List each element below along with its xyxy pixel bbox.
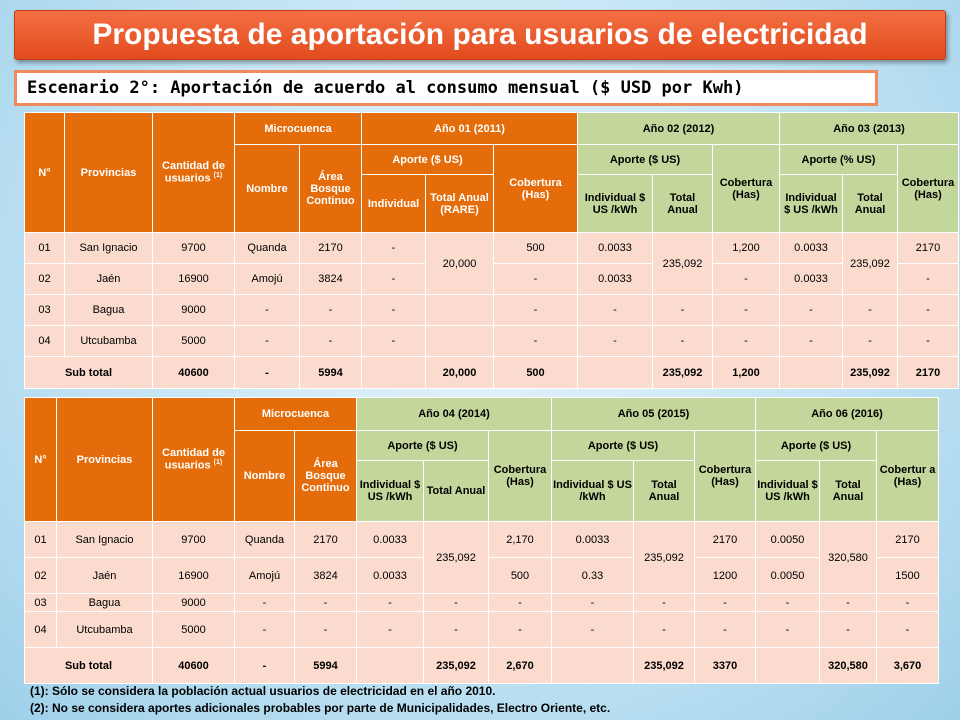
subtotal-label: Sub total: [25, 357, 153, 389]
cell-individual-y3: 0.0033: [780, 264, 843, 295]
cell-n: 03: [25, 594, 57, 612]
cell-n: 03: [25, 295, 65, 326]
cell-nombre: Quanda: [235, 233, 300, 264]
cell-cobertura-y6: -: [877, 594, 939, 612]
cell-provincia: Jaén: [57, 558, 153, 594]
cell-individual-y6: -: [756, 594, 820, 612]
cell-area: -: [295, 612, 357, 648]
header-year-6: Año 06 (2016): [756, 398, 939, 431]
subtotal-total-y5: 235,092: [634, 648, 695, 684]
cell-cobertura-y4: 500: [489, 558, 552, 594]
header-microcuenca: Microcuenca: [235, 113, 362, 145]
subtotal-individual-y1: [362, 357, 426, 389]
header-individual-y1: Individual: [362, 175, 426, 233]
cell-area: 3824: [295, 558, 357, 594]
header-total-y1: Total Anual (RARE): [426, 175, 494, 233]
cell-cobertura-y2: -: [713, 326, 780, 357]
cell-total-y6: -: [820, 594, 877, 612]
cell-area: -: [295, 594, 357, 612]
header-aporte-y3: Aporte (% US): [780, 145, 898, 175]
cell-cobertura-y6: 1500: [877, 558, 939, 594]
subtotal-label: Sub total: [25, 648, 153, 684]
header-aporte-y1: Aporte ($ US): [362, 145, 494, 175]
cell-individual-y6: 0.0050: [756, 522, 820, 558]
cell-individual-y2: 0.0033: [578, 264, 653, 295]
cell-provincia: Bagua: [57, 594, 153, 612]
cell-cobertura-y3: -: [898, 264, 959, 295]
cell-provincia: Bagua: [65, 295, 153, 326]
subtotal-total-y4: 235,092: [424, 648, 489, 684]
cell-area: -: [300, 295, 362, 326]
cell-individual-y3: -: [780, 295, 843, 326]
subtotal-cobertura-y2: 1,200: [713, 357, 780, 389]
cell-cobertura-y2: 1,200: [713, 233, 780, 264]
cell-cobertura-y5: 1200: [695, 558, 756, 594]
cell-total-y4: -: [424, 612, 489, 648]
header-total-y3: Total Anual: [843, 175, 898, 233]
subtotal-total-y6: 320,580: [820, 648, 877, 684]
table-row: [25, 295, 959, 326]
cell-n: 04: [25, 326, 65, 357]
subtotal-individual-y2: [578, 357, 653, 389]
subtotal-total-y2: 235,092: [653, 357, 713, 389]
cell-nombre: Amojú: [235, 264, 300, 295]
cell-nombre: -: [235, 594, 295, 612]
cell-area: -: [300, 326, 362, 357]
cell-area: 3824: [300, 264, 362, 295]
cell-total-y3: -: [843, 326, 898, 357]
cell-total-y1-merged: 20,000: [426, 233, 494, 295]
cell-cobertura-y3: -: [898, 295, 959, 326]
cell-n: 01: [25, 522, 57, 558]
cell-individual-y4: 0.0033: [357, 558, 424, 594]
cell-individual-y4: -: [357, 594, 424, 612]
cell-cobertura-y3: 2170: [898, 233, 959, 264]
cell-cobertura-y1: -: [494, 295, 578, 326]
subtotal-area: 5994: [295, 648, 357, 684]
cell-nombre: Quanda: [235, 522, 295, 558]
cell-cantidad: 9700: [153, 233, 235, 264]
header-cobertura-y2: Cobertura (Has): [713, 145, 780, 233]
header-cobertura-y1: Cobertura (Has): [494, 145, 578, 233]
cell-total-y6-merged: 320,580: [820, 522, 877, 594]
subtotal-individual-y4: [357, 648, 424, 684]
subtotal-total-y3: 235,092: [843, 357, 898, 389]
cell-cantidad: 5000: [153, 612, 235, 648]
header-year-5: Año 05 (2015): [552, 398, 756, 431]
header-n: N°: [25, 113, 65, 233]
contribution-table-years-1-3: [24, 112, 959, 389]
subtotal-cobertura-y5: 3370: [695, 648, 756, 684]
cell-cantidad: 9000: [153, 295, 235, 326]
cell-cobertura-y1: 500: [494, 233, 578, 264]
cell-provincia: Jaén: [65, 264, 153, 295]
scenario-subtitle: Escenario 2°: Aportación de acuerdo al consumo mensual ($ USD por Kwh): [14, 70, 878, 106]
table-row: [25, 233, 959, 264]
cell-cobertura-y3: -: [898, 326, 959, 357]
cell-total-y3-merged: 235,092: [843, 233, 898, 295]
contribution-table-years-4-6: [24, 397, 939, 684]
header-individual-y4: Individual $ US /kWh: [357, 461, 424, 522]
header-total-y6: Total Anual: [820, 461, 877, 522]
cell-individual-y5: -: [552, 612, 634, 648]
cell-cobertura-y1: -: [494, 326, 578, 357]
subtotal-cobertura-y1: 500: [494, 357, 578, 389]
cell-individual-y4: -: [357, 612, 424, 648]
header-individual-y2: Individual $ US /kWh: [578, 175, 653, 233]
cell-cobertura-y6: 2170: [877, 522, 939, 558]
cell-total-y1: [426, 295, 494, 326]
header-cobertura-y3: Cobertura (Has): [898, 145, 959, 233]
footnote-1: (1): Sólo se considera la población actual usuarios de electricidad en el año 2010.: [30, 684, 496, 698]
cell-nombre: -: [235, 326, 300, 357]
subtotal-total-y1: 20,000: [426, 357, 494, 389]
header-year-2: Año 02 (2012): [578, 113, 780, 145]
header-individual-y5: Individual $ US /kWh: [552, 461, 634, 522]
cell-total-y2-merged: 235,092: [653, 233, 713, 295]
cell-n: 04: [25, 612, 57, 648]
cell-individual-y5: 0.33: [552, 558, 634, 594]
cell-total-y4-merged: 235,092: [424, 522, 489, 594]
cell-individual-y1: -: [362, 295, 426, 326]
header-aporte-y4: Aporte ($ US): [357, 431, 489, 461]
header-individual-y3: Individual $ US /kWh: [780, 175, 843, 233]
cell-individual-y6: 0.0050: [756, 558, 820, 594]
footnotes: [30, 683, 950, 717]
cell-cobertura-y1: -: [494, 264, 578, 295]
header-cobertura-y4: Cobertura (Has): [489, 431, 552, 522]
subtotal-row: [25, 648, 939, 684]
header-cobertura-y5: Cobertura (Has): [695, 431, 756, 522]
cell-individual-y2: -: [578, 295, 653, 326]
cell-nombre: Amojú: [235, 558, 295, 594]
header-total-y5: Total Anual: [634, 461, 695, 522]
cell-individual-y3: 0.0033: [780, 233, 843, 264]
header-cantidad: Cantidad de usuarios $^{(1)}$: [153, 113, 235, 233]
subtotal-individual-y6: [756, 648, 820, 684]
cell-cobertura-y5: -: [695, 612, 756, 648]
footnote-2: (2): No se considera aportes adicionales probables por parte de Municipalidades, Electro Oriente, etc.: [30, 701, 611, 715]
cell-cantidad: 9000: [153, 594, 235, 612]
cell-total-y5: -: [634, 612, 695, 648]
cell-n: 02: [25, 264, 65, 295]
header-nombre: Nombre: [235, 145, 300, 233]
cell-total-y6: -: [820, 612, 877, 648]
table-row: [25, 594, 939, 612]
header-total-y4: Total Anual: [424, 461, 489, 522]
table-row: [25, 522, 939, 558]
cell-nombre: -: [235, 612, 295, 648]
cell-cantidad: 16900: [153, 264, 235, 295]
cell-cobertura-y6: -: [877, 612, 939, 648]
cell-individual-y4: 0.0033: [357, 522, 424, 558]
cell-cobertura-y4: -: [489, 594, 552, 612]
header-area: Área Bosque Continuo: [300, 145, 362, 233]
cell-provincia: Utcubamba: [65, 326, 153, 357]
cell-individual-y6: -: [756, 612, 820, 648]
cell-nombre: -: [235, 295, 300, 326]
table-row: [25, 612, 939, 648]
header-microcuenca: Microcuenca: [235, 398, 357, 431]
cell-cobertura-y5: 2170: [695, 522, 756, 558]
cell-individual-y1: -: [362, 326, 426, 357]
cell-cantidad: 16900: [153, 558, 235, 594]
subtotal-row: [25, 357, 959, 389]
cell-cobertura-y4: -: [489, 612, 552, 648]
cell-cobertura-y2: -: [713, 295, 780, 326]
header-total-y2: Total Anual: [653, 175, 713, 233]
header-nombre: Nombre: [235, 431, 295, 522]
header-provincias: Provincias: [57, 398, 153, 522]
subtotal-individual-y5: [552, 648, 634, 684]
subtotal-cantidad: 40600: [153, 648, 235, 684]
cell-provincia: San Ignacio: [57, 522, 153, 558]
header-cantidad: Cantidad de usuarios $^{(1)}$: [153, 398, 235, 522]
subtotal-cobertura-y4: 2,670: [489, 648, 552, 684]
cell-cantidad: 5000: [153, 326, 235, 357]
cell-total-y5: -: [634, 594, 695, 612]
subtotal-individual-y3: [780, 357, 843, 389]
header-area: Área Bosque Continuo: [295, 431, 357, 522]
cell-total-y5-merged: 235,092: [634, 522, 695, 594]
cell-individual-y5: 0.0033: [552, 522, 634, 558]
subtotal-cobertura-y3: 2170: [898, 357, 959, 389]
cell-n: 01: [25, 233, 65, 264]
cell-total-y3: -: [843, 295, 898, 326]
header-aporte-y6: Aporte ($ US): [756, 431, 877, 461]
subtotal-area: 5994: [300, 357, 362, 389]
cell-total-y2: -: [653, 326, 713, 357]
header-cobertura-y6: Cobertur a (Has): [877, 431, 939, 522]
cell-area: 2170: [295, 522, 357, 558]
subtotal-nombre: -: [235, 357, 300, 389]
cell-cobertura-y5: -: [695, 594, 756, 612]
header-individual-y6: Individual $ US /kWh: [756, 461, 820, 522]
header-year-3: Año 03 (2013): [780, 113, 959, 145]
header-n: N°: [25, 398, 57, 522]
cell-individual-y1: -: [362, 233, 426, 264]
cell-cobertura-y4: 2,170: [489, 522, 552, 558]
cell-individual-y1: -: [362, 264, 426, 295]
cell-total-y4: -: [424, 594, 489, 612]
header-aporte-y5: Aporte ($ US): [552, 431, 695, 461]
cell-individual-y2: 0.0033: [578, 233, 653, 264]
cell-individual-y2: -: [578, 326, 653, 357]
subtotal-nombre: -: [235, 648, 295, 684]
page-title: Propuesta de aportación para usuarios de electricidad: [14, 10, 946, 60]
cell-total-y2: -: [653, 295, 713, 326]
cell-individual-y5: -: [552, 594, 634, 612]
header-year-1: Año 01 (2011): [362, 113, 578, 145]
subtotal-cobertura-y6: 3,670: [877, 648, 939, 684]
cell-provincia: San Ignacio: [65, 233, 153, 264]
cell-area: 2170: [300, 233, 362, 264]
cell-cantidad: 9700: [153, 522, 235, 558]
cell-cobertura-y2: -: [713, 264, 780, 295]
cell-total-y1: [426, 326, 494, 357]
header-year-4: Año 04 (2014): [357, 398, 552, 431]
cell-provincia: Utcubamba: [57, 612, 153, 648]
cell-n: 02: [25, 558, 57, 594]
subtotal-cantidad: 40600: [153, 357, 235, 389]
cell-individual-y3: -: [780, 326, 843, 357]
header-provincias: Provincias: [65, 113, 153, 233]
header-aporte-y2: Aporte ($ US): [578, 145, 713, 175]
table-row: [25, 326, 959, 357]
